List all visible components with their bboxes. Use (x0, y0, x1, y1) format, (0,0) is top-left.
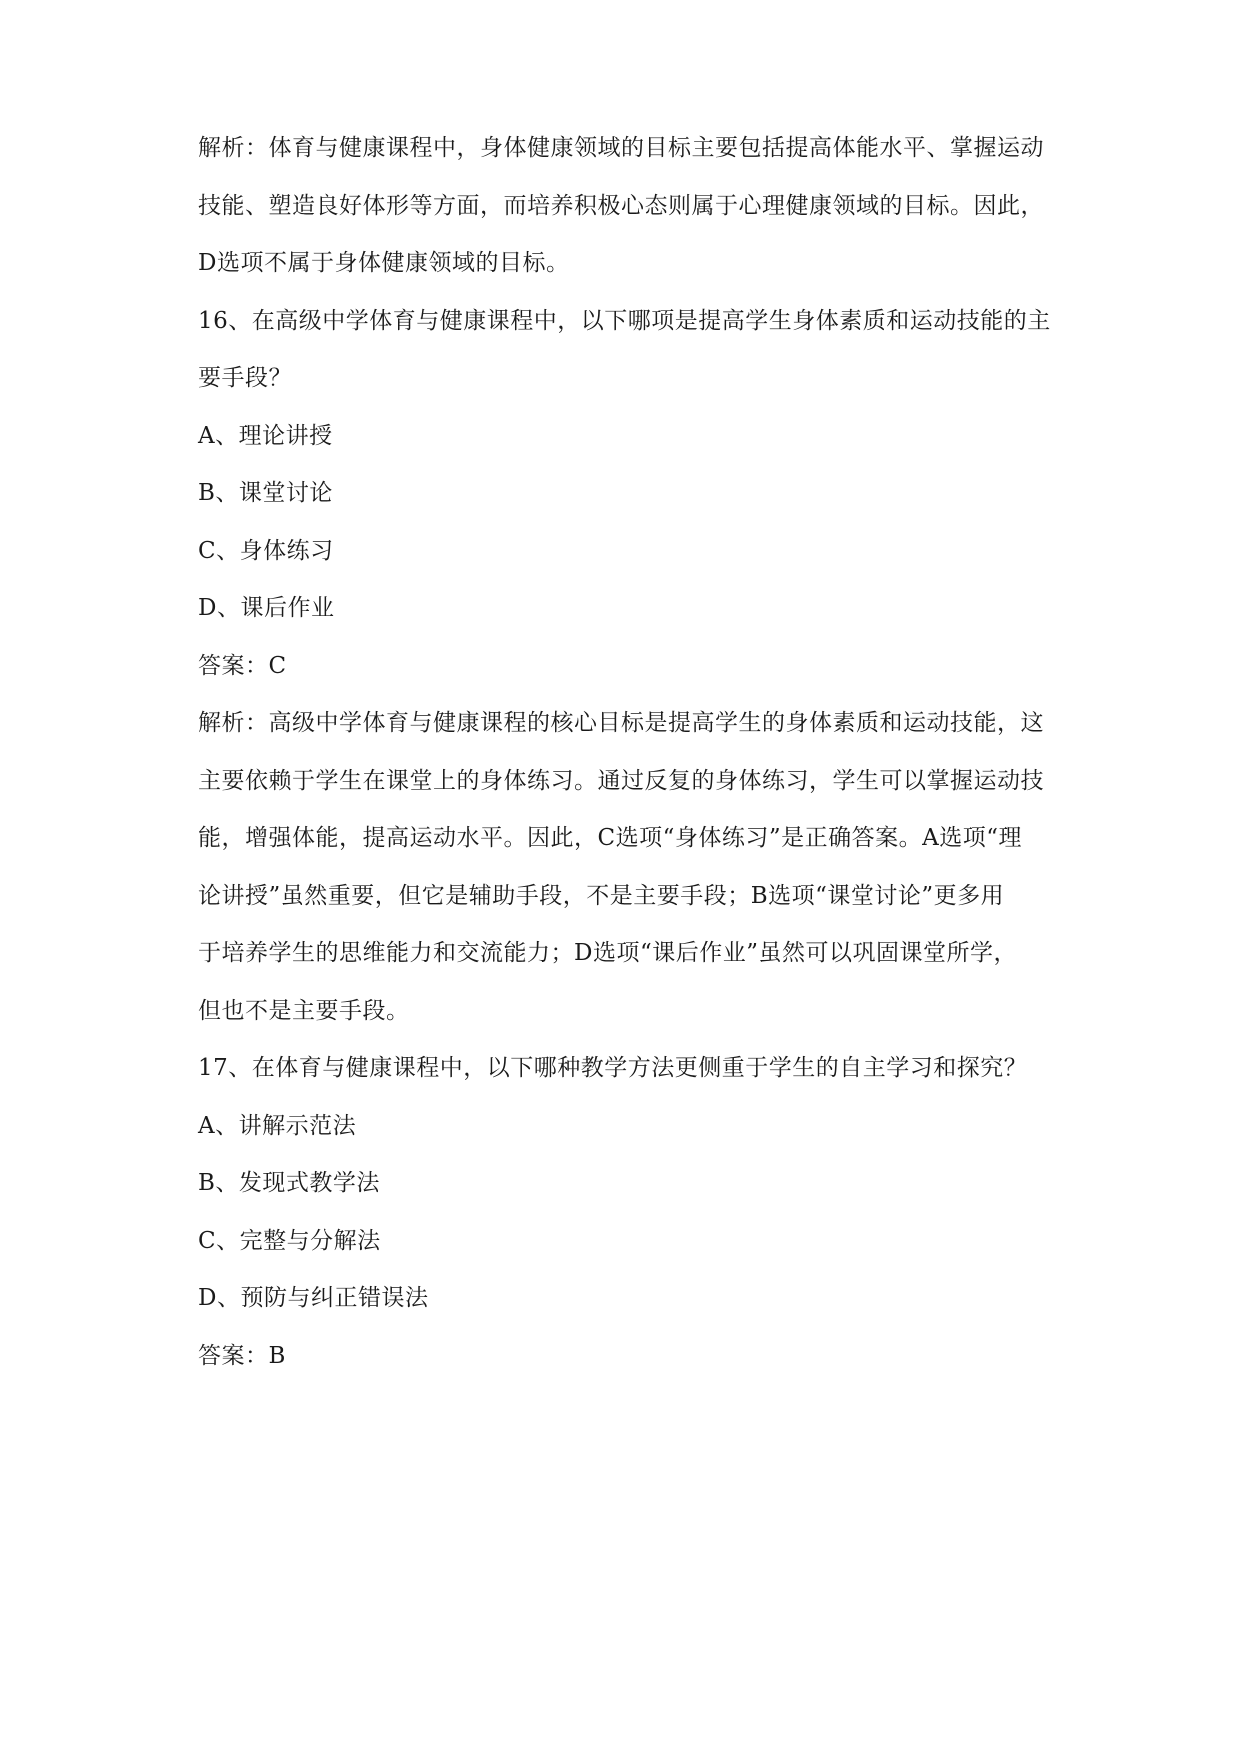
question-16-option-b: B、课堂讨论 (198, 480, 333, 506)
question-16-analysis-line-1: 解析：高级中学体育与健康课程的核心目标是提高学生的身体素质和运动技能，这 (198, 710, 1044, 736)
question-17-option-d: D、预防与纠正错误法 (198, 1285, 429, 1311)
question-17-stem-line-1: 17、在体育与健康课程中，以下哪种教学方法更侧重于学生的自主学习和探究？ (198, 1055, 1028, 1081)
question-16-analysis-line-5: 于培养学生的思维能力和交流能力；D选项“课后作业”虽然可以巩固课堂所学， (198, 940, 1017, 966)
analysis-15-line-3: D选项不属于身体健康领域的目标。 (198, 250, 570, 276)
analysis-15-line-1: 解析：体育与健康课程中，身体健康领域的目标主要包括提高体能水平、掌握运动 (198, 135, 1044, 161)
question-16-analysis-line-6: 但也不是主要手段。 (198, 998, 410, 1024)
question-16-analysis-line-3: 能，增强体能，提高运动水平。因此，C选项“身体练习”是正确答案。A选项“理 (198, 825, 1022, 851)
question-16-option-d: D、课后作业 (198, 595, 335, 621)
question-16-option-c: C、身体练习 (198, 538, 334, 564)
question-16-answer: 答案：C (198, 653, 287, 679)
question-17-option-b: B、发现式教学法 (198, 1170, 380, 1196)
question-17-option-a: A、讲解示范法 (198, 1113, 357, 1139)
question-16-analysis-line-4: 论讲授”虽然重要，但它是辅助手段，不是主要手段；B选项“课堂讨论”更多用 (198, 883, 1005, 909)
question-17-option-c: C、完整与分解法 (198, 1228, 381, 1254)
question-17-answer: 答案：B (198, 1343, 286, 1369)
analysis-15-line-2: 技能、塑造良好体形等方面，而培养积极心态则属于心理健康领域的目标。因此， (198, 193, 1044, 219)
question-16-stem-line-1: 16、在高级中学体育与健康课程中，以下哪项是提高学生身体素质和运动技能的主 (198, 308, 1051, 334)
question-16-stem-line-2: 要手段？ (198, 365, 292, 391)
question-16-analysis-line-2: 主要依赖于学生在课堂上的身体练习。通过反复的身体练习，学生可以掌握运动技 (198, 768, 1044, 794)
question-16-option-a: A、理论讲授 (198, 423, 333, 449)
